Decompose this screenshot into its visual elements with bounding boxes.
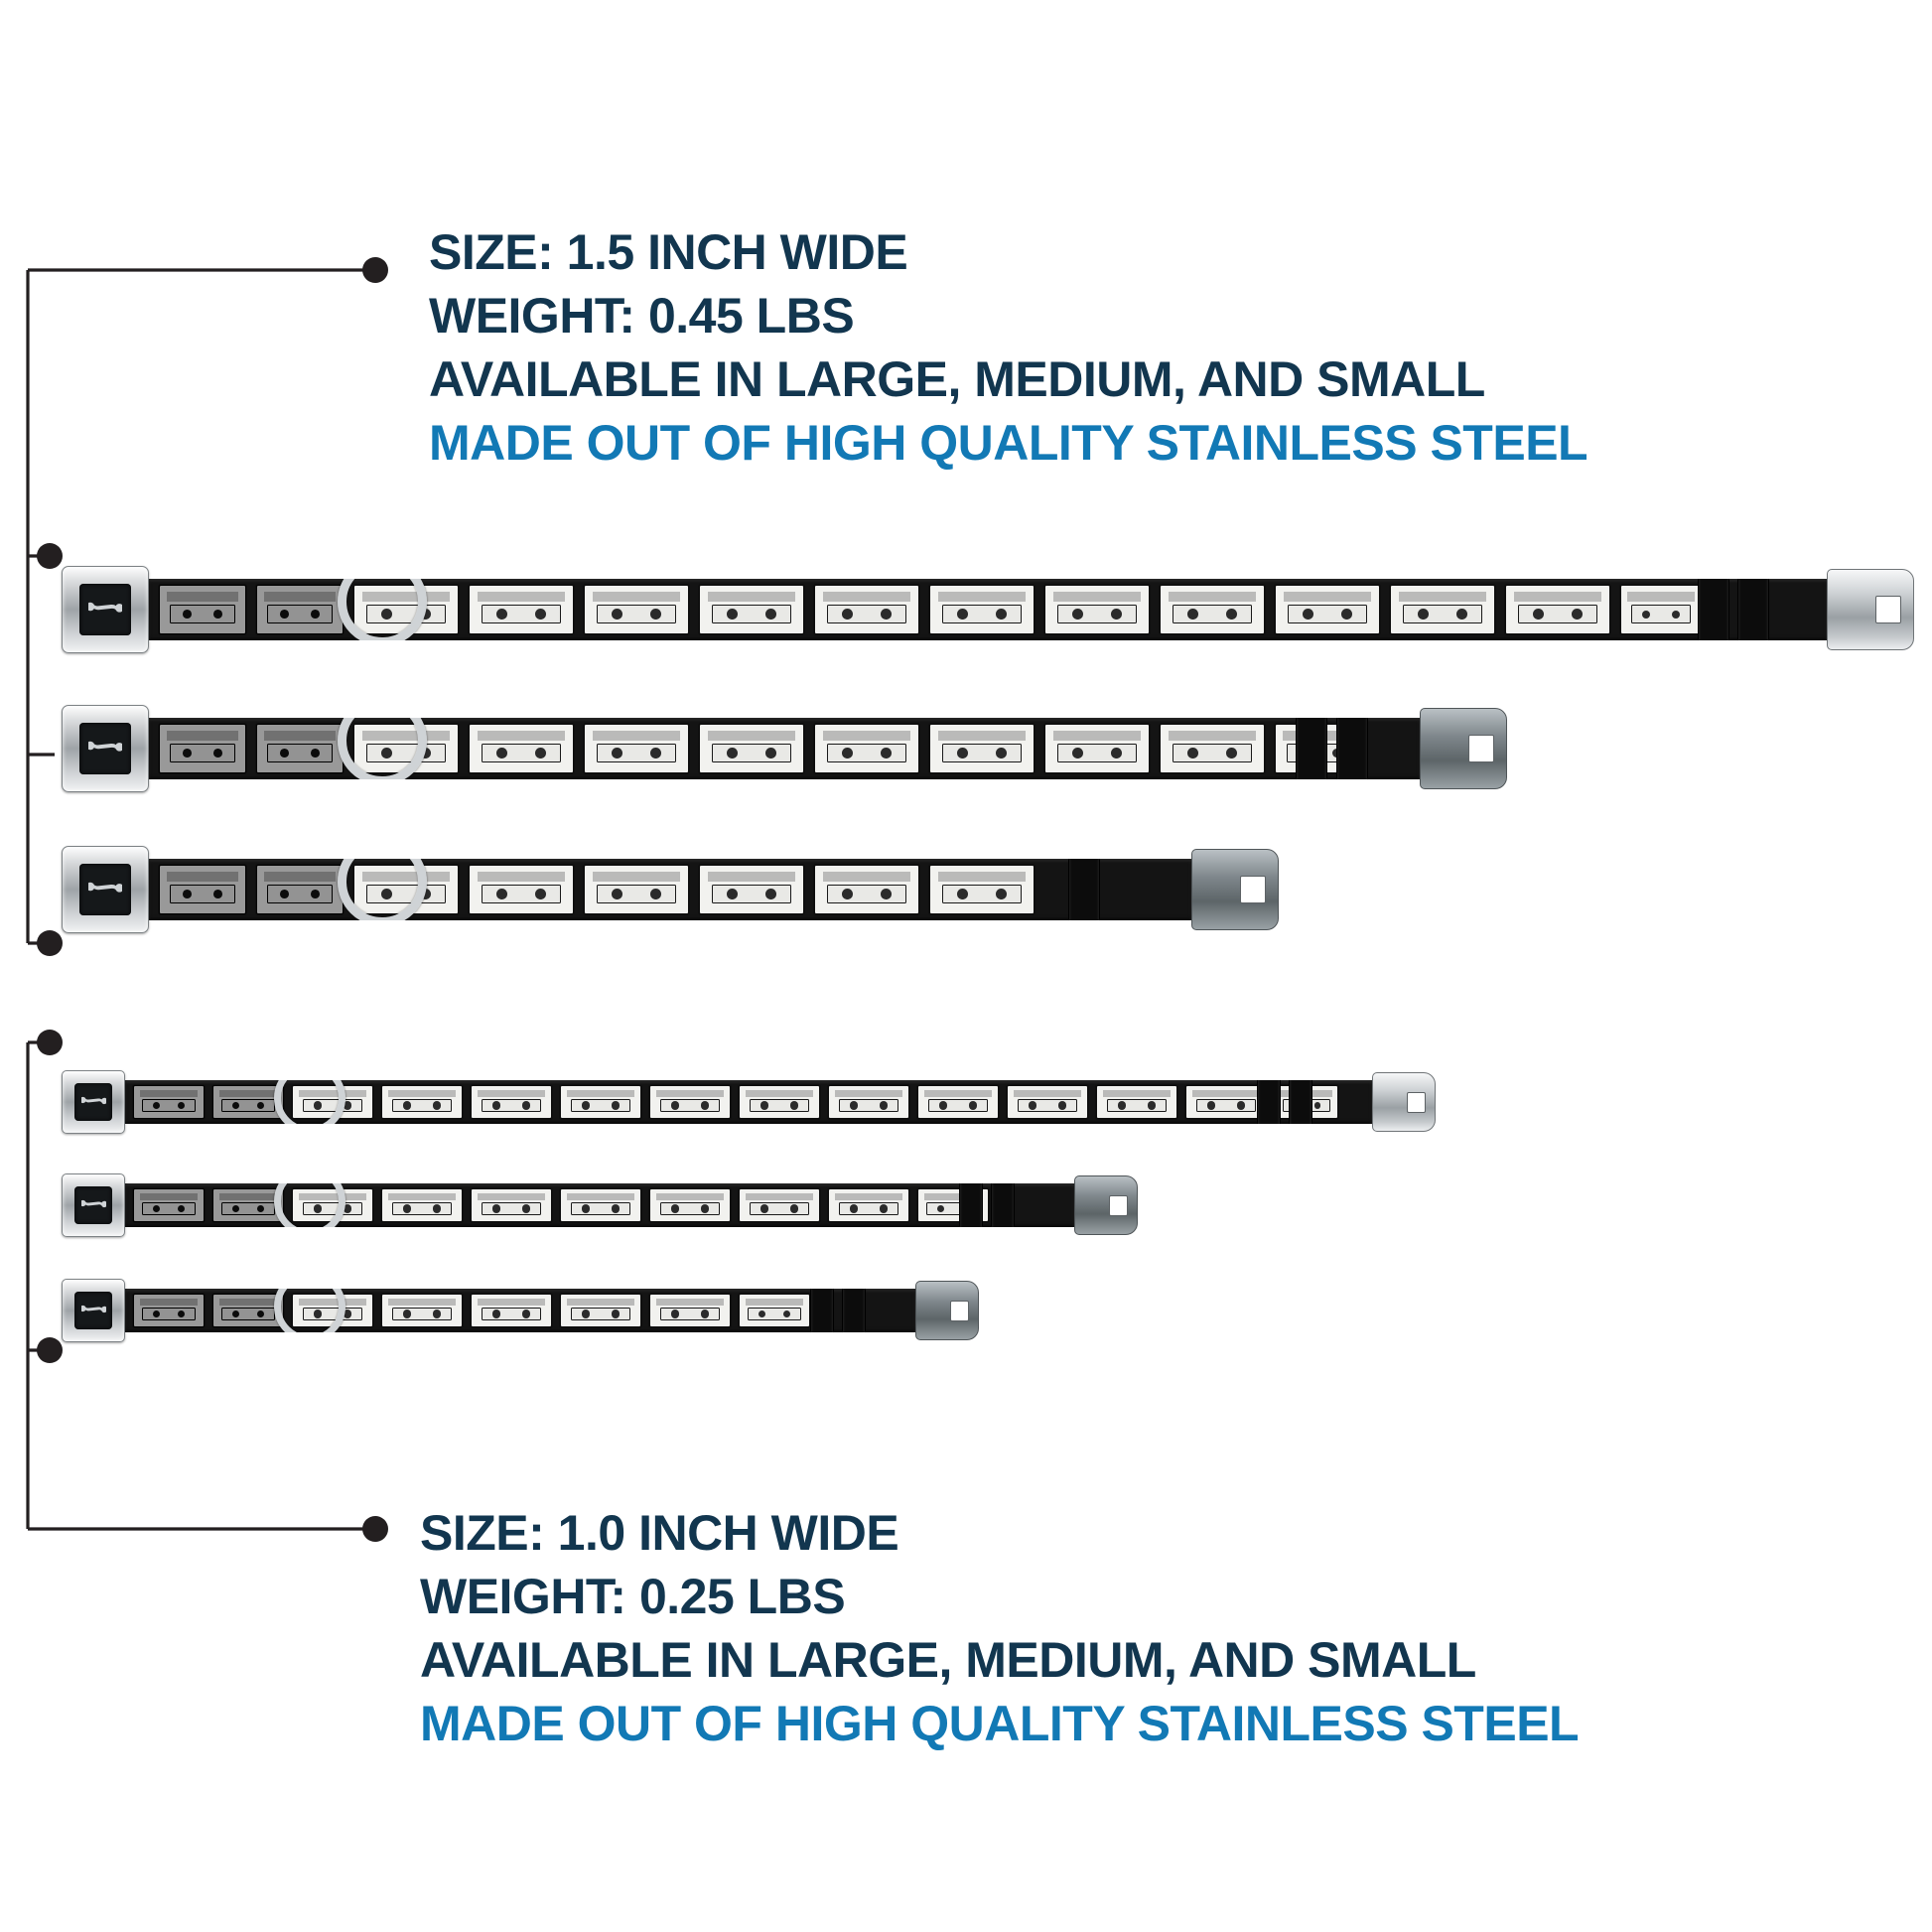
- d-ring[interactable]: [338, 718, 427, 779]
- buckle-tongue: [1191, 849, 1279, 930]
- cassette-tile: [469, 865, 574, 914]
- buckle-tongue: [1372, 1072, 1436, 1132]
- cassette-tile: [814, 724, 919, 773]
- cassette-tile: [699, 724, 804, 773]
- cassette-window: [482, 885, 560, 903]
- strap-keeper[interactable]: [1336, 718, 1368, 779]
- cassette-tile: [1185, 1085, 1267, 1119]
- tongue-hole: [1468, 735, 1494, 762]
- cassette-window: [221, 1202, 274, 1216]
- cassette-window: [1403, 605, 1481, 623]
- collar-narrow-small[interactable]: [62, 1279, 979, 1342]
- cassette-tile: [256, 724, 344, 773]
- cassette-tile: [381, 1294, 463, 1327]
- cassette-window: [267, 744, 332, 762]
- cassette-tile: [929, 724, 1035, 773]
- tongue-hole: [1109, 1195, 1128, 1216]
- cassette-tile: [159, 585, 246, 634]
- cassette-tile: [584, 585, 689, 634]
- cassette-tile: [256, 865, 344, 914]
- cassette-window: [839, 1202, 899, 1216]
- d-ring[interactable]: [338, 579, 427, 640]
- buckle-tongue: [1074, 1175, 1138, 1235]
- seatbelt-buckle[interactable]: [62, 705, 149, 792]
- cassette-tile: [1044, 724, 1150, 773]
- cassette-window: [660, 1099, 721, 1113]
- cassette-tile: [133, 1085, 205, 1119]
- cassette-tile: [929, 585, 1035, 634]
- cassette-tile: [649, 1294, 731, 1327]
- cassette-window: [928, 1099, 989, 1113]
- buckle-face: [79, 864, 131, 915]
- leader-line-large: [0, 0, 457, 983]
- buckle-face: [79, 723, 131, 774]
- cassette-window: [392, 1202, 453, 1216]
- cassette-window: [597, 744, 675, 762]
- strap-keeper[interactable]: [1737, 579, 1769, 640]
- cassette-window: [827, 885, 905, 903]
- cassette-tile: [828, 1188, 909, 1222]
- cassette-window: [750, 1202, 810, 1216]
- collar-webbing: [149, 579, 1827, 640]
- dog-bone-icon: [81, 1304, 106, 1318]
- strap-keeper[interactable]: [959, 1183, 983, 1227]
- d-ring[interactable]: [274, 1183, 345, 1227]
- cassette-window: [142, 1308, 195, 1321]
- cassette-tile: [584, 865, 689, 914]
- cassette-tile: [381, 1188, 463, 1222]
- buckle-face: [79, 584, 131, 635]
- cassette-window: [1107, 1099, 1168, 1113]
- cassette-tile: [699, 585, 804, 634]
- seatbelt-buckle[interactable]: [62, 846, 149, 933]
- cassette-window: [221, 1308, 274, 1321]
- cassette-window: [170, 605, 234, 623]
- cassette-window: [267, 885, 332, 903]
- collar-webbing: [125, 1080, 1372, 1124]
- dog-bone-icon: [88, 880, 122, 900]
- collar-wide-large[interactable]: [62, 566, 1914, 653]
- strap-keeper[interactable]: [1289, 1080, 1312, 1124]
- seatbelt-buckle[interactable]: [62, 1279, 125, 1342]
- cassette-tile: [469, 724, 574, 773]
- cassette-tile: [133, 1188, 205, 1222]
- spec-line-size: SIZE: 1.5 INCH WIDE: [429, 224, 908, 280]
- dog-bone-icon: [88, 739, 122, 759]
- cassette-tile: [739, 1085, 820, 1119]
- strap-keeper[interactable]: [1257, 1080, 1281, 1124]
- spec-line-available: AVAILABLE IN LARGE, MEDIUM, AND SMALL: [420, 1632, 1476, 1688]
- cassette-window: [482, 605, 560, 623]
- cassette-window: [170, 885, 234, 903]
- seatbelt-buckle[interactable]: [62, 1173, 125, 1237]
- cassette-window: [597, 605, 675, 623]
- tongue-hole: [1407, 1092, 1426, 1113]
- cassette-tile: [471, 1294, 552, 1327]
- spec-line-material: MADE OUT OF HIGH QUALITY STAINLESS STEEL: [429, 415, 1588, 471]
- cassette-tile: [739, 1294, 810, 1327]
- seatbelt-buckle[interactable]: [62, 1070, 125, 1134]
- buckle-tongue: [1827, 569, 1914, 650]
- strap-keeper[interactable]: [810, 1289, 834, 1332]
- strap-keeper[interactable]: [1296, 718, 1327, 779]
- tongue-hole: [1240, 876, 1266, 903]
- dog-bone-icon: [81, 1198, 106, 1213]
- spec-line-material: MADE OUT OF HIGH QUALITY STAINLESS STEEL: [420, 1696, 1580, 1751]
- cassette-window: [1018, 1099, 1078, 1113]
- cassette-window: [571, 1202, 631, 1216]
- cassette-tile: [159, 724, 246, 773]
- cassette-tile: [212, 1294, 284, 1327]
- strap-keeper[interactable]: [1698, 579, 1729, 640]
- collar-narrow-large[interactable]: [62, 1070, 1436, 1134]
- cassette-tile: [1275, 585, 1380, 634]
- cassette-window: [392, 1099, 453, 1113]
- cassette-window: [1196, 1099, 1257, 1113]
- collar-webbing: [149, 718, 1420, 779]
- cassette-window: [142, 1099, 195, 1113]
- cassette-tile: [917, 1085, 999, 1119]
- collar-wide-small[interactable]: [62, 846, 1279, 933]
- cassette-window: [712, 885, 790, 903]
- cassette-tile: [1160, 724, 1265, 773]
- cassette-window: [942, 744, 1021, 762]
- d-ring[interactable]: [274, 1080, 345, 1124]
- cassette-tile: [212, 1085, 284, 1119]
- d-ring[interactable]: [338, 859, 427, 920]
- cassette-tile: [649, 1085, 731, 1119]
- cassette-window: [1173, 605, 1251, 623]
- cassette-window: [1057, 605, 1136, 623]
- cassette-window: [712, 744, 790, 762]
- cassette-window: [392, 1308, 453, 1321]
- cassette-tile: [256, 585, 344, 634]
- cassette-window: [1173, 744, 1251, 762]
- cassette-window: [597, 885, 675, 903]
- cassette-window: [1631, 605, 1692, 623]
- cassette-tile: [471, 1188, 552, 1222]
- cassette-tile: [814, 585, 919, 634]
- buckle-tongue: [915, 1281, 979, 1340]
- cassette-tile: [929, 865, 1035, 914]
- cassette-window: [750, 1099, 810, 1113]
- small-width-spec-block: [420, 1501, 1579, 1755]
- cassette-window: [942, 885, 1021, 903]
- spec-line-weight: WEIGHT: 0.25 LBS: [420, 1569, 846, 1624]
- cassette-tile: [739, 1188, 820, 1222]
- d-ring[interactable]: [274, 1289, 345, 1332]
- large-width-spec-block: [429, 220, 1587, 475]
- buckle-face: [74, 1292, 112, 1329]
- cassette-tile: [1096, 1085, 1177, 1119]
- strap-keeper[interactable]: [991, 1183, 1015, 1227]
- cassette-tile: [1620, 585, 1702, 634]
- cassette-window: [827, 744, 905, 762]
- cassette-tile: [381, 1085, 463, 1119]
- cassette-window: [660, 1202, 721, 1216]
- spec-line-available: AVAILABLE IN LARGE, MEDIUM, AND SMALL: [429, 351, 1485, 407]
- strap-keeper[interactable]: [1068, 859, 1100, 920]
- buckle-face: [74, 1083, 112, 1121]
- cassette-window: [748, 1308, 800, 1321]
- dog-bone-icon: [81, 1095, 106, 1110]
- cassette-window: [942, 605, 1021, 623]
- cassette-tile: [560, 1188, 641, 1222]
- cassette-window: [839, 1099, 899, 1113]
- cassette-window: [170, 744, 234, 762]
- cassette-window: [660, 1308, 721, 1321]
- tongue-hole: [950, 1301, 969, 1321]
- cassette-tile: [560, 1085, 641, 1119]
- buckle-tongue: [1420, 708, 1507, 789]
- seatbelt-buckle[interactable]: [62, 566, 149, 653]
- tongue-hole: [1875, 596, 1901, 623]
- cassette-window: [482, 1308, 542, 1321]
- cassette-tile: [649, 1188, 731, 1222]
- cassette-window: [482, 1202, 542, 1216]
- cassette-tile: [159, 865, 246, 914]
- collar-webbing: [125, 1289, 915, 1332]
- cassette-window: [267, 605, 332, 623]
- cassette-tile: [1044, 585, 1150, 634]
- cassette-tile: [1505, 585, 1610, 634]
- cassette-tile: [1007, 1085, 1088, 1119]
- collar-wide-medium[interactable]: [62, 705, 1507, 792]
- cassette-window: [1518, 605, 1596, 623]
- dog-bone-icon: [88, 600, 122, 621]
- spec-line-size: SIZE: 1.0 INCH WIDE: [420, 1505, 899, 1561]
- cassette-window: [712, 605, 790, 623]
- cassette-window: [827, 605, 905, 623]
- buckle-face: [74, 1186, 112, 1224]
- cassette-window: [1057, 744, 1136, 762]
- cassette-window: [221, 1099, 274, 1113]
- cassette-tile: [699, 865, 804, 914]
- spec-line-weight: WEIGHT: 0.45 LBS: [429, 288, 855, 344]
- cassette-tile: [828, 1085, 909, 1119]
- strap-keeper[interactable]: [842, 1289, 866, 1332]
- cassette-tile: [471, 1085, 552, 1119]
- collar-narrow-medium[interactable]: [62, 1173, 1138, 1237]
- cassette-tile: [584, 724, 689, 773]
- cassette-tile: [212, 1188, 284, 1222]
- cassette-window: [482, 744, 560, 762]
- collar-webbing: [149, 859, 1191, 920]
- collar-webbing: [125, 1183, 1074, 1227]
- cassette-window: [1288, 605, 1366, 623]
- cassette-tile: [1390, 585, 1495, 634]
- cassette-window: [142, 1202, 195, 1216]
- cassette-tile: [469, 585, 574, 634]
- cassette-window: [482, 1099, 542, 1113]
- cassette-window: [571, 1308, 631, 1321]
- cassette-tile: [133, 1294, 205, 1327]
- cassette-tile: [1160, 585, 1265, 634]
- cassette-tile: [560, 1294, 641, 1327]
- cassette-window: [571, 1099, 631, 1113]
- cassette-tile: [814, 865, 919, 914]
